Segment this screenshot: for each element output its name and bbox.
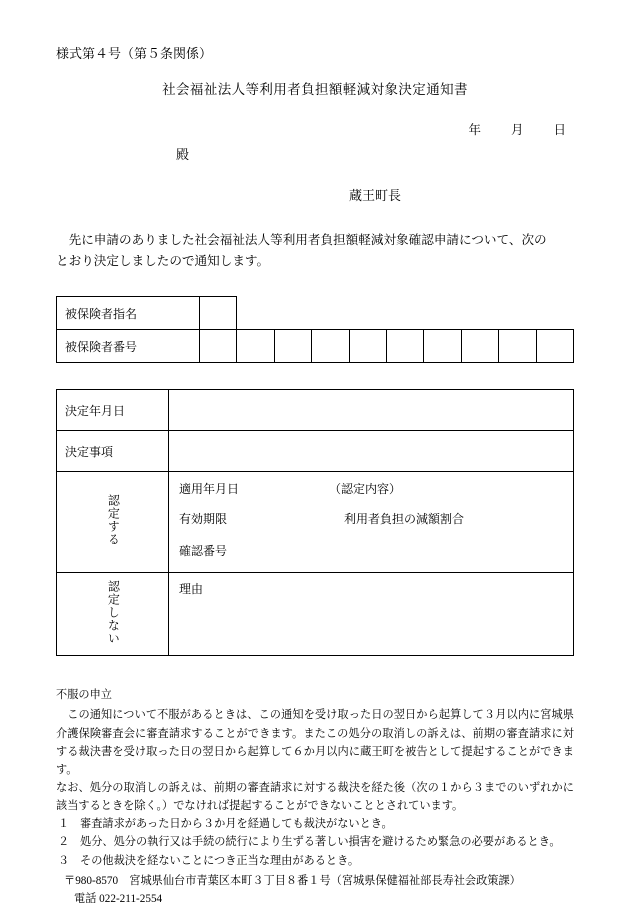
list-item bbox=[56, 852, 574, 870]
table-row bbox=[57, 390, 574, 431]
insured-name-value[interactable] bbox=[200, 297, 237, 330]
list-item bbox=[56, 815, 574, 833]
certify-content bbox=[169, 472, 573, 572]
list-item bbox=[56, 833, 574, 851]
table-row bbox=[57, 472, 574, 573]
decision-date-value[interactable] bbox=[169, 390, 574, 431]
appeal-item-text: その他裁決を経ないことにつき正当な理由があるとき。 bbox=[80, 854, 360, 867]
intro-line-2: とおり決定しましたので通知します。 bbox=[56, 253, 270, 268]
insured-number-cell[interactable] bbox=[312, 330, 349, 363]
date-day-label: 日 bbox=[553, 122, 566, 137]
date-month-label: 月 bbox=[510, 122, 524, 137]
certify-content-cell[interactable] bbox=[169, 472, 574, 573]
certify-label: 認定する bbox=[106, 494, 121, 547]
document-content bbox=[56, 44, 574, 903]
date-year-label: 年 bbox=[468, 122, 481, 137]
appeal-item-text: 処分、処分の執行又は手続の続行により生ずる著しい損害を避けるため緊急の必要があるとき。 bbox=[80, 836, 561, 849]
insured-number-cell[interactable] bbox=[237, 330, 274, 363]
addressee-line: 殿 bbox=[176, 146, 190, 162]
insured-number-cell[interactable] bbox=[200, 330, 237, 363]
appeal-item-text: 審査請求があった日から３か月を経過しても裁決がないとき。 bbox=[80, 818, 393, 831]
insured-number-cell[interactable] bbox=[349, 330, 386, 363]
table-row bbox=[57, 431, 574, 472]
content-label: （認定内容） bbox=[329, 482, 402, 497]
appeal-item-number: ２ bbox=[58, 836, 70, 849]
insured-number-label: 被保険者番号 bbox=[57, 330, 200, 363]
table-row bbox=[57, 573, 574, 656]
appeal-item-number: １ bbox=[58, 818, 70, 831]
reason-label: 理由 bbox=[179, 582, 204, 597]
date-line bbox=[56, 120, 574, 138]
contact-address: 〒980-8570 宮城県仙台市青葉区本町３丁目８番１号（宮城県保健福祉部長寿社会政策課） bbox=[64, 874, 521, 887]
form-number: 様式第４号（第５条関係） bbox=[56, 46, 213, 61]
intro-line-1: 先に申請のありました社会福祉法人等利用者負担額軽減対象確認申請について、次の bbox=[68, 232, 547, 247]
reason-area bbox=[169, 573, 573, 655]
contact-telephone: 電話 022-211-2554 bbox=[74, 892, 163, 903]
decision-table bbox=[56, 389, 574, 656]
appeal-notice bbox=[56, 686, 574, 903]
insured-number-cell[interactable] bbox=[424, 330, 461, 363]
reduction-rate-label: 利用者負担の減額割合 bbox=[344, 512, 465, 527]
insured-number-cell[interactable] bbox=[274, 330, 311, 363]
certify-label-cell bbox=[57, 472, 169, 573]
not-certify-label-cell bbox=[57, 573, 169, 656]
issuer-name: 蔵王町長 bbox=[348, 187, 401, 203]
appeal-item-number: ３ bbox=[58, 854, 70, 867]
decision-date-label: 決定年月日 bbox=[57, 390, 169, 431]
decision-item-label: 決定事項 bbox=[57, 431, 169, 472]
not-certify-label: 認定しない bbox=[106, 579, 121, 645]
appeal-paragraph-1: この通知について不服があるときは、この通知を受け取った日の翌日から起算して３月以内に宮城県介護保険審査会に審査請求することができます。またこの処分の取消しの訴えは、前期の審査請求に対する裁決書を受け取った日の翌日から起算して６か月以内に蔵王町を被告として提起することができます。 bbox=[56, 709, 574, 776]
appeal-paragraph-2: なお、処分の取消しの訴えは、前期の審査請求に対する裁決を経た後（次の１から３までのいずれかに該当するときを除く。）でなければ提起することができないこととされています。 bbox=[56, 782, 574, 813]
valid-period-label: 有効期限 bbox=[179, 512, 228, 527]
insured-number-cell[interactable] bbox=[536, 330, 573, 363]
insured-number-cell[interactable] bbox=[461, 330, 498, 363]
not-certify-content-cell[interactable] bbox=[169, 573, 574, 656]
apply-date-label: 適用年月日 bbox=[179, 482, 240, 497]
insured-name-label: 被保険者指名 bbox=[57, 297, 200, 330]
document-title: 社会福祉法人等利用者負担額軽減対象決定通知書 bbox=[162, 81, 468, 97]
intro-paragraph bbox=[56, 230, 574, 273]
decision-item-value[interactable] bbox=[169, 431, 574, 472]
insured-number-cell[interactable] bbox=[386, 330, 423, 363]
insured-number-cell[interactable] bbox=[499, 330, 536, 363]
confirm-number-label: 確認番号 bbox=[179, 544, 228, 559]
insured-table bbox=[56, 296, 574, 363]
table-row bbox=[57, 330, 574, 363]
appeal-heading: 不服の申立 bbox=[56, 689, 112, 702]
table-row bbox=[57, 297, 574, 330]
